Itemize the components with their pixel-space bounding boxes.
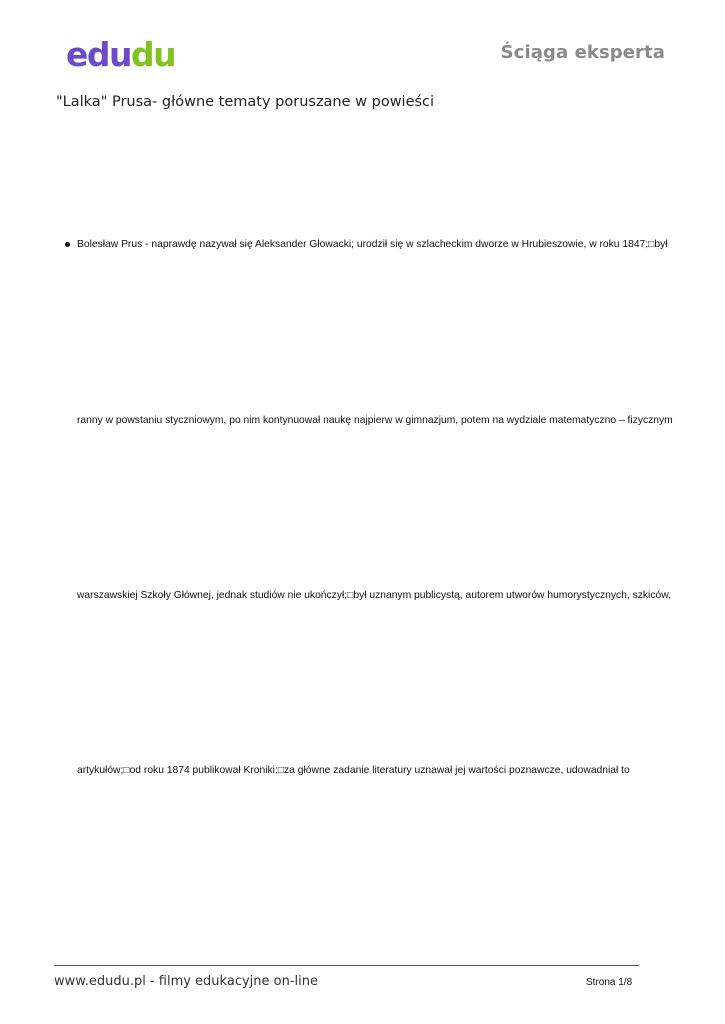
- bullet-icon: [65, 242, 70, 247]
- text-line-2: ranny w powstaniu styczniowym, po nim kontynuował naukę najpierw w gimnazjum, potem na wydziale matematyczno – fizycznym: [77, 415, 673, 426]
- footer-divider: [54, 965, 639, 966]
- page-number: Strona 1/8: [586, 977, 633, 988]
- edudu-logo: [66, 36, 182, 74]
- header-subtitle: Ściąga eksperta: [500, 42, 665, 63]
- logo-wordmark: [66, 36, 175, 74]
- text-line-1: Bolesław Prus - naprawdę nazywał się Aleksander Głowacki; urodził się w szlacheckim dworze w Hrubieszowie, w roku 1847;□był: [77, 239, 668, 250]
- text-line-3: warszawskiej Szkoły Głównej, jednak studiów nie ukończył;□był uznanym publicystą, autorem utworów humorystycznych, szkiców,: [77, 590, 671, 601]
- footer-site-link[interactable]: www.edudu.pl - filmy edukacyjne on-line: [54, 974, 318, 989]
- document-title: "Lalka" Prusa- główne tematy poruszane w powieści: [56, 94, 435, 110]
- logo-text-du: du: [131, 36, 176, 74]
- text-line-4: artykułów;□od roku 1874 publikował Kroniki;□za główne zadanie literatury uznawał jej wartości poznawcze, udowadniał to: [77, 765, 630, 776]
- logo-text-edu: edu: [66, 36, 131, 74]
